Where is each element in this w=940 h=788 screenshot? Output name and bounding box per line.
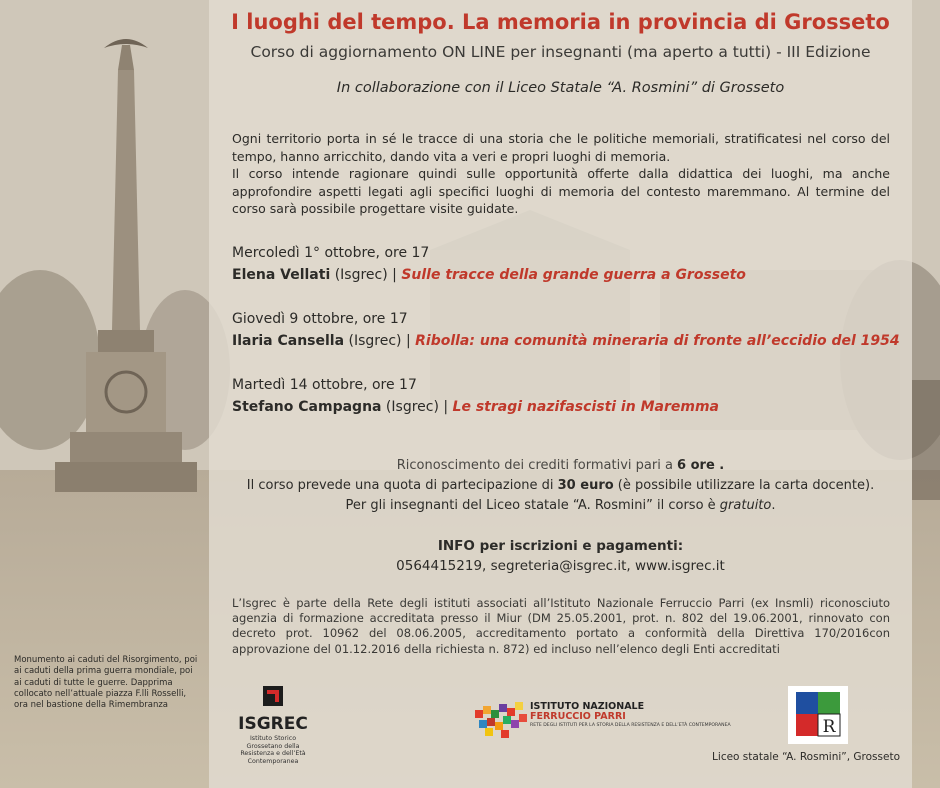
intro-paragraph-2: Il corso intende ragionare quindi sulle opportunità offerte dalla didattica dei luoghi, ma anche approfondire aspetti legati agli specifici luoghi di memoria del contesto maremmano. Al termine del corso sarà possibile progettare visite guidate.	[232, 166, 890, 216]
credits-line-3	[209, 496, 912, 516]
intro-paragraph-1: Ogni territorio porta in sé le tracce di una storia che le politiche memoriali, stratificatesi nel corso del tempo, hanno arricchito, dando vita a veri e propri luoghi di memoria.	[232, 131, 890, 164]
photo-caption: Monumento ai caduti del Risorgimento, poi ai caduti della prima guerra mondiale, poi ai caduti di tutte le guerre. Dapprima collocato nell’attuale piazza F.lli Rosselli, ora nel bastione della Rimembranza	[14, 655, 198, 711]
isgrec-mark-icon	[232, 684, 314, 714]
parri-name	[530, 702, 644, 722]
collaboration-line: In collaborazione con il Liceo Statale “A. Rosmini” di Grosseto	[336, 80, 785, 96]
event-3	[232, 374, 902, 418]
event-topic: Ribolla: una comunità mineraria di fronte all’eccidio del 1954	[415, 333, 900, 349]
event-speaker: Elena Vellati	[232, 267, 331, 283]
credits-line-1	[209, 456, 912, 476]
credits-line-2	[209, 476, 912, 496]
rosmini-squares-icon	[788, 686, 848, 744]
event-date: Mercoledì 1° ottobre, ore 17	[232, 245, 430, 261]
event-2	[232, 308, 902, 352]
event-speaker: Ilaria Cansella	[232, 333, 345, 349]
free-prefix: Per gli insegnanti del Liceo statale “A. Rosmini” il corso è	[345, 498, 720, 513]
page-title: I luoghi del tempo. La memoria in provincia di Grosseto	[231, 10, 890, 34]
parri-name-line-2: FERRUCCIO PARRI	[530, 711, 626, 722]
credits-prefix: Riconoscimento dei crediti formativi pari a	[396, 458, 678, 473]
event-topic: Sulle tracce della grande guerra a Grosseto	[401, 267, 746, 283]
isgrec-name: ISGREC	[238, 714, 308, 734]
fee-prefix: Il corso prevede una quota di partecipazione di	[246, 478, 558, 493]
event-affiliation: (Isgrec) |	[344, 333, 416, 349]
free-word: gratuito	[719, 498, 772, 513]
parri-name-line-1: ISTITUTO NAZIONALE	[530, 701, 645, 712]
event-speaker: Stefano Campagna	[232, 399, 382, 415]
free-suffix: .	[771, 498, 776, 513]
event-affiliation: (Isgrec) |	[330, 267, 402, 283]
parri-logo	[475, 700, 731, 738]
credits-block	[209, 456, 912, 516]
parri-mosaic-icon	[475, 700, 527, 738]
event-date: Martedì 14 ottobre, ore 17	[232, 377, 417, 393]
accreditation-note: L’Isgrec è parte della Rete degli istituti associati all’Istituto Nazionale Ferruccio Parri (ex Insmli) riconosciuto agenzia di formazione accreditata presso il Miur (DM 25.05.2001, prot. n. 802 del 19.06.2001, rinnovato con decreto prot. 10962 del 08.06.2005, accreditamento portato a conformità della Direttiva 170/2016con approvazione del 01.12.2016 della richiesta n. 872) ed incluso nell’elenco degli Enti accreditati	[232, 596, 890, 656]
event-date: Giovedì 9 ottobre, ore 17	[232, 311, 408, 327]
event-affiliation: (Isgrec) |	[381, 399, 453, 415]
event-1	[232, 242, 902, 286]
fee-suffix: (è possibile utilizzare la carta docente).	[613, 478, 875, 493]
info-contacts[interactable]: 0564415219, segreteria@isgrec.it, www.isgrec.it	[396, 558, 725, 574]
intro-text	[232, 130, 890, 218]
isgrec-subtitle: Istituto Storico Grossetano della Resistenza e dell’Età Contemporanea	[240, 735, 306, 765]
rosmini-letter: R	[822, 717, 836, 737]
info-block	[209, 536, 912, 576]
rosmini-logo	[788, 686, 848, 744]
parri-subtitle: RETE DEGLI ISTITUTI PER LA STORIA DELLA RESISTENZA E DELL’ETÀ CONTEMPORANEA	[530, 723, 731, 728]
info-heading: INFO per iscrizioni e pagamenti:	[437, 538, 684, 554]
event-topic: Le stragi nazifascisti in Maremma	[452, 399, 719, 415]
isgrec-logo	[232, 684, 314, 764]
credits-hours: 6 ore .	[677, 458, 725, 473]
fee-amount: 30 euro	[557, 478, 614, 493]
page-subtitle: Corso di aggiornamento ON LINE per insegnanti (ma aperto a tutti) - III Edizione	[250, 43, 871, 61]
rosmini-caption: Liceo statale “A. Rosmini”, Grosseto	[712, 751, 900, 763]
